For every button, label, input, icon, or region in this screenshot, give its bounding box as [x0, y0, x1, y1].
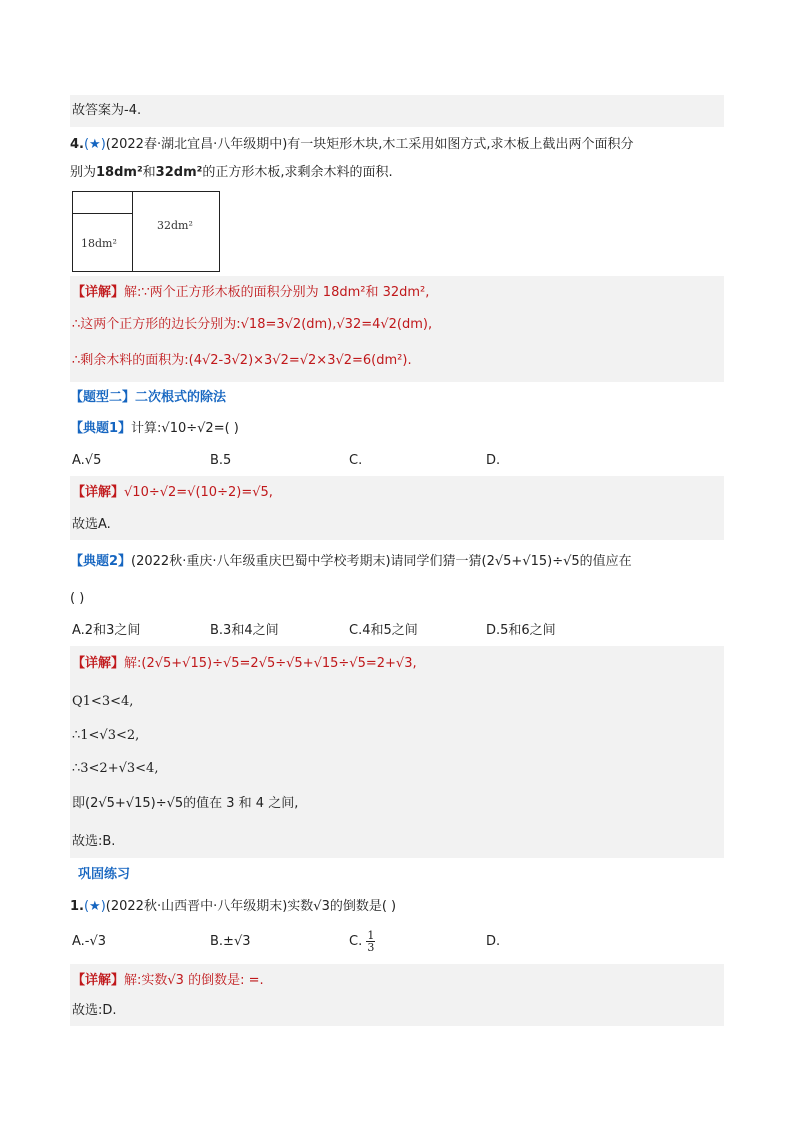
option-a: A.√5	[72, 453, 102, 468]
ex2-question: 【典题2】(2022秋·重庆·八年级重庆巴蜀中学校考期末)请同学们猜一猜(2√5+√15)÷√5的值应在	[70, 554, 632, 569]
practice-title: 巩固练习	[78, 867, 131, 882]
option-b: B.5	[210, 453, 232, 468]
option-a: A.-√3	[72, 934, 107, 949]
option-c: C.	[349, 453, 363, 468]
figure-label-18: 18dm²	[81, 237, 117, 250]
fraction-one-third: $\frac{1}{3}$	[367, 929, 375, 954]
option-c: C. $\frac{1}{3}$	[349, 929, 375, 954]
q4-solution: 【详解】解:∵两个正方形木板的面积分别为 18dm²和 32dm², ∴这两个正方形的边长分别为:√18=3√2(dm),√32=4√2(dm), ∴剩余木料的面积为:(4√2-3√2)×3√2=√2×3√2=6(dm²).	[70, 276, 724, 382]
option-d: D.5和6之间	[486, 623, 556, 638]
star-icon: (★)	[83, 899, 106, 914]
p1-options	[70, 928, 724, 956]
option-a: A.2和3之间	[72, 623, 141, 638]
option-c: C.4和5之间	[349, 623, 418, 638]
figure-label-32: 32dm²	[157, 219, 193, 232]
p1-question: 1.(★)(2022秋·山西晋中·八年级期末)实数√3的倒数是( )	[70, 899, 397, 914]
option-d: D.	[486, 453, 501, 468]
p1-solution: 【详解】解:实数√3 的倒数是: =. 故选:D.	[70, 964, 724, 1026]
option-b: B.3和4之间	[210, 623, 279, 638]
ex2-solution: 【详解】解:(2√5+√15)÷√5=2√5÷√5+√15÷√5=2+√3, Q1<3<4, ∴1<√3<2, ∴3<2+√3<4, 即(2√5+√15)÷√5的值在 3 和 4 之间, 故选:B.	[70, 646, 724, 858]
ex2-options	[70, 620, 724, 642]
ex1-question: 【典题1】计算:√10÷√2=( )	[70, 421, 239, 436]
ex1-solution: 【详解】√10÷√2=√(10÷2)=√5, 故选A.	[70, 476, 724, 540]
ex2-bracket: ( )	[70, 591, 85, 606]
ex1-options	[70, 450, 724, 472]
option-b: B.±√3	[210, 934, 251, 949]
previous-answer: 故答案为-4.	[70, 95, 724, 127]
q4-line2: 别为18dm²和32dm²的正方形木板,求剩余木料的面积.	[70, 165, 393, 180]
option-d: D.	[486, 934, 501, 949]
figure-cell-top	[73, 192, 133, 214]
section-title: 【题型二】二次根式的除法	[70, 390, 227, 405]
star-icon: (★)	[83, 137, 106, 152]
rectangle-figure	[72, 191, 220, 272]
q4-line1: 4.(★)(2022春·湖北宜昌·八年级期中)有一块矩形木块,木工采用如图方式,求木板上截出两个面积分	[70, 137, 634, 152]
